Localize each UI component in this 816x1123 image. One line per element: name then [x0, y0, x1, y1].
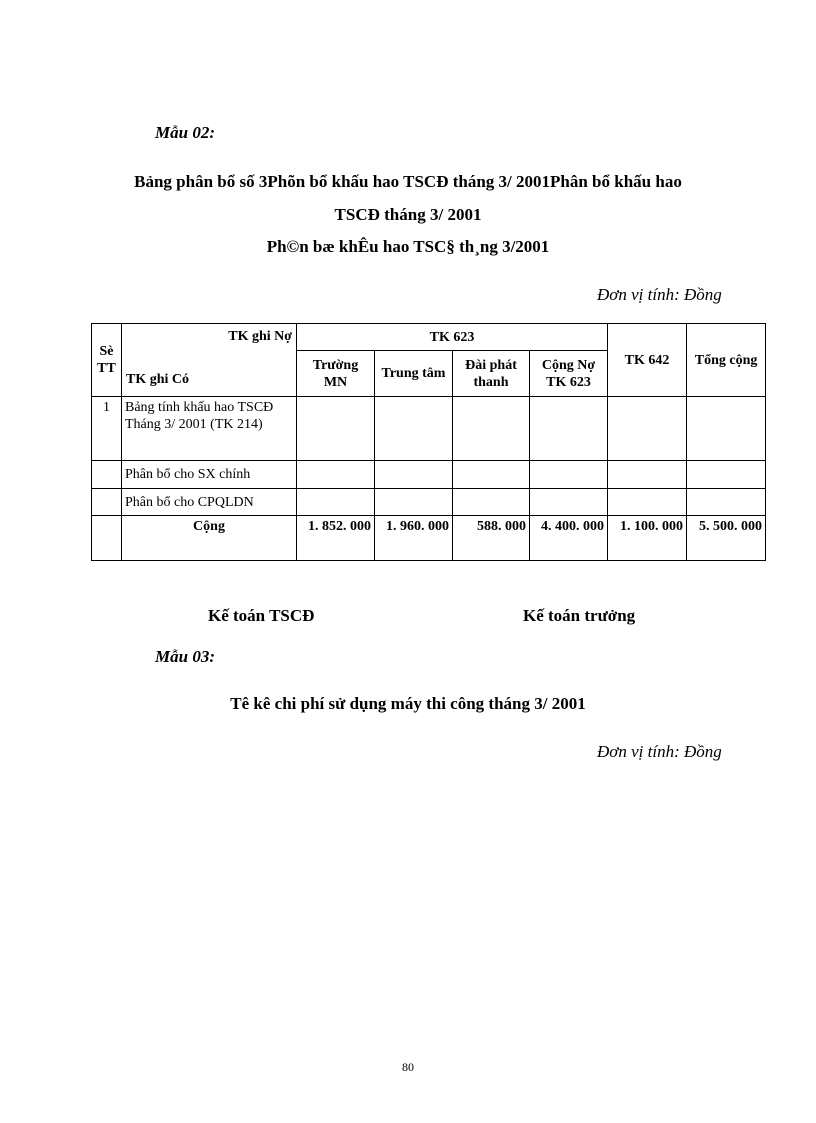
- sub-header-cong-no-623: Cộng Nợ TK 623: [530, 351, 608, 397]
- total-tong-cong: 5. 500. 000: [687, 516, 766, 561]
- row-desc: Phân bổ cho SX chính: [122, 461, 297, 489]
- row-stt: [92, 461, 122, 489]
- total-tk642: 1. 100. 000: [608, 516, 687, 561]
- sub-header-trung-tam: Trung tâm: [375, 351, 453, 397]
- total-trung-tam: 1. 960. 000: [375, 516, 453, 561]
- total-truong-mn: 1. 852. 000: [297, 516, 375, 561]
- total-header: Tổng cộng: [687, 324, 766, 397]
- form-02-unit: Đơn vị tính: Đồng: [597, 285, 722, 304]
- tk-no-header: TK ghi Nợ: [228, 329, 292, 344]
- total-label: Cộng: [122, 516, 297, 561]
- total-cong-no-623: 4. 400. 000: [530, 516, 608, 561]
- tk-co-header: TK ghi Có: [126, 372, 190, 387]
- form-02-label: Mẫu 02:: [155, 123, 215, 142]
- allocation-table: [91, 323, 766, 561]
- stt-header: Sè TT: [92, 324, 122, 397]
- signature-accountant-fixed-assets: Kế toán TSCĐ: [208, 606, 315, 625]
- total-row: [92, 516, 766, 561]
- table-row: [92, 397, 766, 461]
- account-header-cell: [122, 324, 297, 397]
- form-03-unit: Đơn vị tính: Đồng: [597, 742, 722, 761]
- sub-header-dai-phat-thanh: Đài phát thanh: [453, 351, 530, 397]
- form-02-title-line2: TSCĐ tháng 3/ 2001: [334, 205, 482, 224]
- form-03-label: Mẫu 03:: [155, 647, 215, 666]
- signature-chief-accountant: Kế toán trưởng: [523, 606, 636, 625]
- sub-header-truong-mn: Trường MN: [297, 351, 375, 397]
- total-dai-phat-thanh: 588. 000: [453, 516, 530, 561]
- page-number: 80: [402, 1060, 414, 1074]
- row-desc: Phân bổ cho CPQLDN: [122, 489, 297, 516]
- row-desc: Bảng tính khấu hao TSCĐ Tháng 3/ 2001 (TK 214): [122, 397, 297, 461]
- row-stt: [92, 489, 122, 516]
- row-stt: 1: [92, 397, 122, 461]
- table-row: [92, 489, 766, 516]
- tk642-header: TK 642: [608, 324, 687, 397]
- form-02-title-line1: Bảng phân bổ số 3Phõn bổ khấu hao TSCĐ tháng 3/ 2001Phân bổ khấu hao: [134, 172, 682, 191]
- table-row: [92, 461, 766, 489]
- form-02-title-line3: Ph©n bæ khÊu hao TSC§ th¸ng 3/2001: [266, 237, 550, 256]
- form-03-title: Tê kê chi phí sử dụng máy thi công tháng 3/ 2001: [230, 694, 586, 713]
- tk623-header: TK 623: [297, 324, 608, 351]
